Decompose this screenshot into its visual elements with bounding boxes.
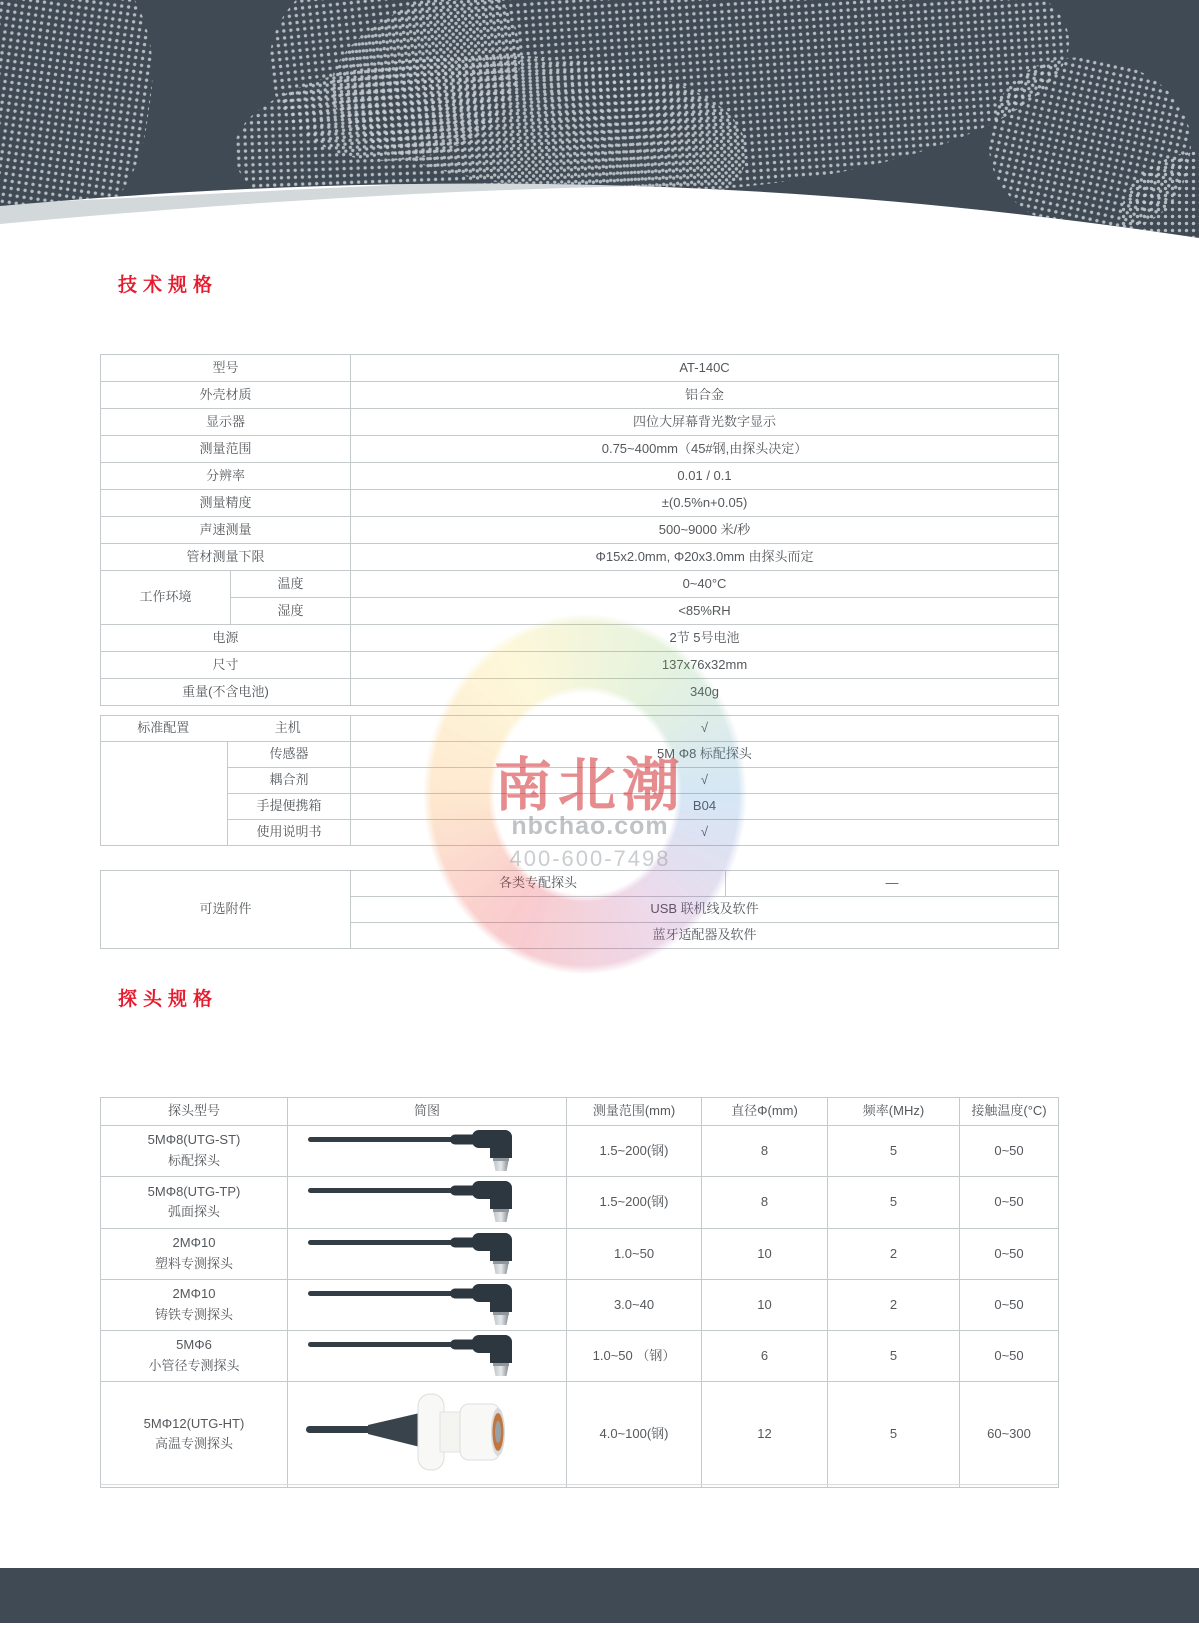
config-item-label-cell: 传感器 <box>228 742 351 768</box>
optional-accessories-table <box>100 870 1059 949</box>
spec-row <box>101 679 1059 706</box>
spec-row <box>101 652 1059 679</box>
probe-range-cell: 1.0~50 （钢） <box>567 1331 702 1382</box>
angle-probe-diagram-icon <box>302 1126 552 1172</box>
probe-temperature-cell: 60~300 <box>960 1382 1059 1487</box>
probe-diameter-cell: 8 <box>702 1126 828 1177</box>
config-item-label-cell: 耦合剂 <box>228 768 351 794</box>
probe-range-cell: 1.0~50 <box>567 1228 702 1279</box>
spec-value-cell: 0.75~400mm（45#钢,由探头决定） <box>351 436 1059 463</box>
spec-value-cell: Φ15x2.0mm, Φ20x3.0mm 由探头而定 <box>351 544 1059 571</box>
probe-diagram-cell <box>288 1126 567 1177</box>
config-blank-cell <box>101 742 228 846</box>
spec-label-cell: 测量范围 <box>101 436 351 463</box>
spec-value-cell: 340g <box>351 679 1059 706</box>
angle-probe-diagram-icon <box>302 1177 552 1223</box>
probe-diagram-cell <box>288 1331 567 1382</box>
config-value-cell: √ <box>351 820 1059 846</box>
config-row <box>101 820 1059 846</box>
probe-range-cell: 1.5~200(钢) <box>567 1177 702 1228</box>
probe-specs-title: 探头规格 <box>118 989 219 1010</box>
probe-frequency-cell: 5 <box>828 1382 960 1487</box>
probe-name: 铸铁专测探头 <box>154 1306 233 1322</box>
probe-model: 5MΦ6 <box>176 1337 212 1353</box>
probe-model-cell <box>101 1382 288 1487</box>
probe-temperature-cell: 0~50 <box>960 1177 1059 1228</box>
probe-model-cell <box>101 1177 288 1228</box>
probe-frequency-cell: 2 <box>828 1228 960 1279</box>
probe-name: 标配探头 <box>167 1153 220 1169</box>
probe-frequency-cell: 5 <box>828 1126 960 1177</box>
probe-diagram-cell <box>288 1177 567 1228</box>
config-row <box>101 716 1059 742</box>
probe-specs-body <box>101 1126 1059 1488</box>
config-item-label-cell: 使用说明书 <box>228 820 351 846</box>
spec-value-cell: 铝合金 <box>351 382 1059 409</box>
accessory-label-cell: USB 联机线及软件 <box>351 897 1059 923</box>
probe-model: 2MΦ10 <box>172 1286 216 1302</box>
probe-specs-header <box>101 1098 1059 1126</box>
spec-row <box>101 355 1059 382</box>
spec-label-cell: 测量精度 <box>101 490 351 517</box>
spec-value-cell: 2节 5号电池 <box>351 625 1059 652</box>
config-row <box>101 742 1059 768</box>
spec-row <box>101 598 1059 625</box>
spec-value-cell: <85%RH <box>351 598 1059 625</box>
spec-label-cell: 电源 <box>101 625 351 652</box>
probe-row <box>101 1228 1059 1279</box>
probe-header-cell: 简图 <box>288 1098 567 1126</box>
config-row <box>101 768 1059 794</box>
spec-value-cell: ±(0.5%n+0.05) <box>351 490 1059 517</box>
probe-diameter-cell: 6 <box>702 1331 828 1382</box>
config-value-cell: B04 <box>351 794 1059 820</box>
spec-value-cell: AT-140C <box>351 355 1059 382</box>
probe-specs-table <box>100 1097 1059 1488</box>
probe-row <box>101 1126 1059 1177</box>
probe-model: 5MΦ12(UTG-HT) <box>143 1415 245 1431</box>
probe-model: 5MΦ8(UTG-TP) <box>147 1183 241 1199</box>
spec-label-cell: 湿度 <box>231 598 351 625</box>
probe-diagram-cell <box>288 1279 567 1330</box>
probe-frequency-cell: 5 <box>828 1331 960 1382</box>
probe-temperature-cell: 0~50 <box>960 1228 1059 1279</box>
probe-model-cell <box>101 1228 288 1279</box>
angle-probe-diagram-icon <box>302 1229 552 1275</box>
config-row <box>101 794 1059 820</box>
spec-label-cell: 重量(不含电池) <box>101 679 351 706</box>
spec-row <box>101 517 1059 544</box>
spec-label-cell: 显示器 <box>101 409 351 436</box>
probe-model-cell <box>101 1331 288 1382</box>
probe-row <box>101 1382 1059 1487</box>
spec-row <box>101 625 1059 652</box>
probe-frequency-cell: 2 <box>828 1279 960 1330</box>
probe-diagram-cell <box>288 1228 567 1279</box>
config-group-cell <box>101 716 351 742</box>
spec-label-cell: 分辨率 <box>101 463 351 490</box>
spec-label-cell: 外壳材质 <box>101 382 351 409</box>
probe-diagram-cell <box>288 1382 567 1487</box>
standard-config-table <box>100 715 1059 846</box>
probe-model: 2MΦ10 <box>172 1234 216 1250</box>
tech-specs-body <box>101 355 1059 706</box>
hightemp-probe-diagram-icon <box>302 1382 552 1482</box>
spec-label-cell: 尺寸 <box>101 652 351 679</box>
tech-specs-title: 技术规格 <box>118 275 219 296</box>
probe-header-cell: 测量范围(mm) <box>567 1098 702 1126</box>
probe-name: 高温专测探头 <box>154 1436 233 1452</box>
accessory-group-cell: 可选附件 <box>101 871 351 949</box>
probe-model: 5MΦ8(UTG-ST) <box>147 1132 241 1148</box>
config-item-label: 主机 <box>274 720 301 736</box>
config-value-cell: 5M Φ8 标配探头 <box>351 742 1059 768</box>
probe-row <box>101 1279 1059 1330</box>
probe-range-cell: 1.5~200(钢) <box>567 1126 702 1177</box>
spec-label-cell: 型号 <box>101 355 351 382</box>
spec-group-cell: 工作环境 <box>101 571 231 625</box>
probe-diameter-cell: 8 <box>702 1177 828 1228</box>
probe-header-cell: 接触温度(°C) <box>960 1098 1059 1126</box>
probe-model-cell <box>101 1126 288 1177</box>
probe-model-cell <box>101 1279 288 1330</box>
spec-row <box>101 409 1059 436</box>
spec-row <box>101 436 1059 463</box>
probe-header-cell: 频率(MHz) <box>828 1098 960 1126</box>
spec-label-cell: 声速测量 <box>101 517 351 544</box>
probe-frequency-cell: 5 <box>828 1177 960 1228</box>
probe-name: 小管径专测探头 <box>148 1358 240 1374</box>
angle-probe-diagram-icon <box>302 1280 552 1326</box>
probe-range-cell: 4.0~100(钢) <box>567 1382 702 1487</box>
probe-range-cell: 3.0~40 <box>567 1279 702 1330</box>
angle-probe-diagram-icon <box>302 1331 552 1377</box>
accessory-row <box>101 871 1059 897</box>
probe-temperature-cell: 0~50 <box>960 1331 1059 1382</box>
accessory-dash-cell: — <box>726 871 1059 897</box>
spec-row <box>101 571 1059 598</box>
table-bottom-rule <box>100 1484 1058 1485</box>
probe-header-row <box>101 1098 1059 1126</box>
config-value-cell: √ <box>351 716 1059 742</box>
probe-temperature-cell: 0~50 <box>960 1279 1059 1330</box>
probe-header-cell: 直径Φ(mm) <box>702 1098 828 1126</box>
probe-diameter-cell: 10 <box>702 1279 828 1330</box>
spec-row <box>101 463 1059 490</box>
page-footer <box>0 1568 1199 1623</box>
accessory-label-cell: 各类专配探头 <box>351 871 726 897</box>
optional-accessories-body <box>101 871 1059 949</box>
spec-value-cell: 四位大屏幕背光数字显示 <box>351 409 1059 436</box>
spec-row <box>101 490 1059 517</box>
probe-temperature-cell: 0~50 <box>960 1126 1059 1177</box>
spec-row <box>101 382 1059 409</box>
probe-row <box>101 1177 1059 1228</box>
config-item-label-cell: 手提便携箱 <box>228 794 351 820</box>
watermark-phone: 400-600-7498 <box>509 846 671 871</box>
config-value-cell: √ <box>351 768 1059 794</box>
spec-value-cell: 0~40°C <box>351 571 1059 598</box>
spec-label-cell: 温度 <box>231 571 351 598</box>
standard-config-body <box>101 716 1059 846</box>
watermark-title: 南北潮 <box>493 753 686 818</box>
spec-row <box>101 544 1059 571</box>
spec-label-cell: 管材测量下限 <box>101 544 351 571</box>
watermark-domain: nbchao.com <box>511 812 669 840</box>
spec-value-cell: 0.01 / 0.1 <box>351 463 1059 490</box>
probe-diameter-cell: 12 <box>702 1382 828 1487</box>
probe-row <box>101 1331 1059 1382</box>
spec-value-cell: 500~9000 米/秒 <box>351 517 1059 544</box>
probe-diameter-cell: 10 <box>702 1228 828 1279</box>
probe-header-cell: 探头型号 <box>101 1098 288 1126</box>
config-group-label: 标准配置 <box>137 720 190 736</box>
tech-specs-table <box>100 354 1059 706</box>
spec-value-cell: 137x76x32mm <box>351 652 1059 679</box>
probe-name: 弧面探头 <box>167 1204 220 1220</box>
accessory-label-cell: 蓝牙适配器及软件 <box>351 923 1059 949</box>
probe-name: 塑料专测探头 <box>154 1255 233 1271</box>
